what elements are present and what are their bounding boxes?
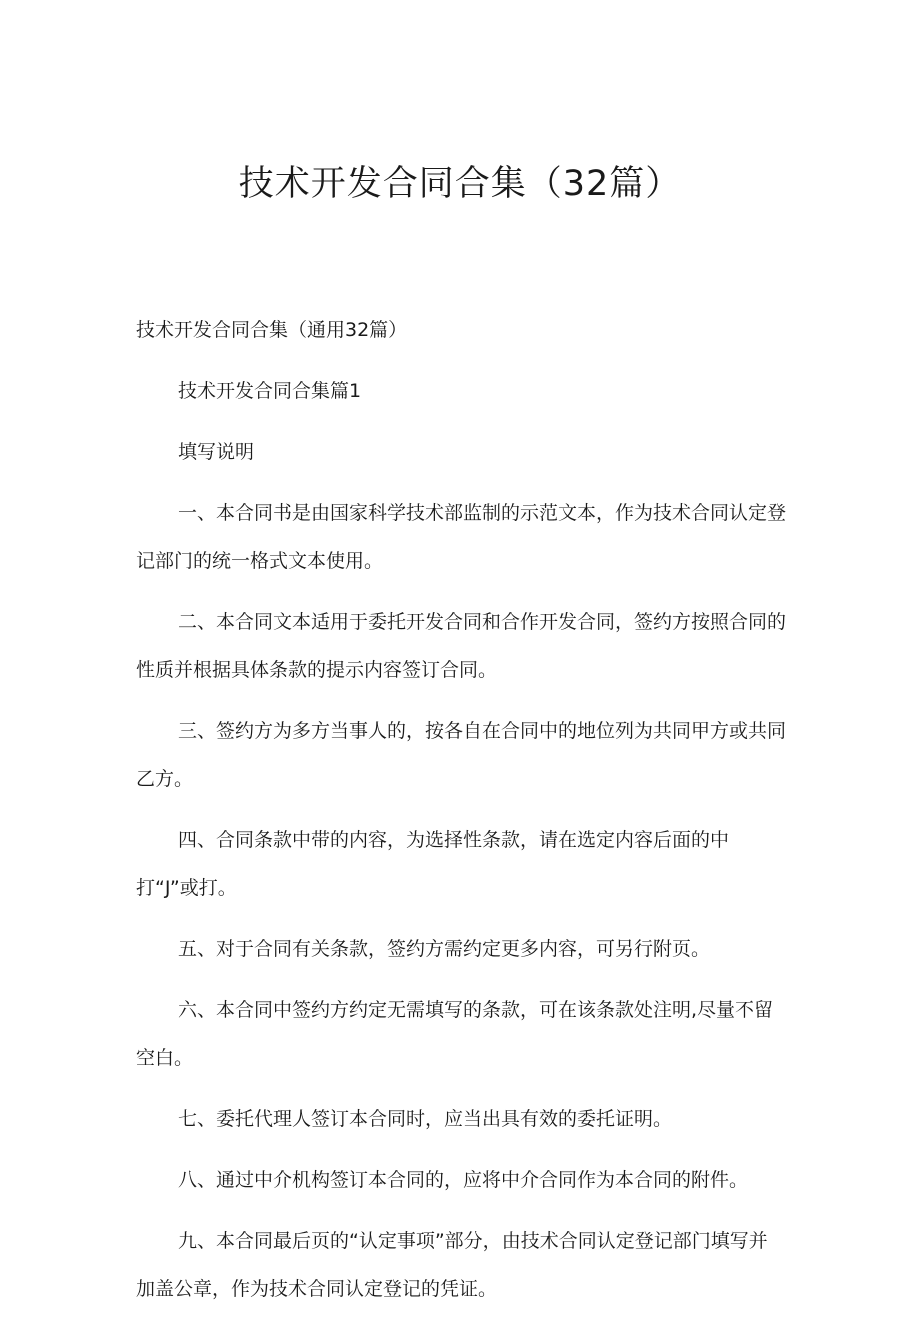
instruction-item: 二、本合同文本适用于委托开发合同和合作开发合同，签约方按照合同的性质并根据具体条款的提示内容签订合同。 xyxy=(136,611,787,681)
subtitle-paragraph: 技术开发合同合集（通用32篇） xyxy=(136,319,408,341)
instruction-item: 一、本合同书是由国家科学技术部监制的示范文本，作为技术合同认定登记部门的统一格式文本使用。 xyxy=(136,502,787,572)
instruction-item: 九、本合同最后页的“认定事项”部分，由技术合同认定登记部门填写并加盖公章，作为技术合同认定登记的凭证。 xyxy=(136,1230,768,1300)
instruction-item: 五、对于合同有关条款，签约方需约定更多内容，可另行附页。 xyxy=(178,938,711,960)
instruction-item: 八、通过中介机构签订本合同的，应将中介合同作为本合同的附件。 xyxy=(178,1169,749,1191)
document-title: 技术开发合同合集（32篇） xyxy=(238,164,682,204)
instruction-item: 六、本合同中签约方约定无需填写的条款，可在该条款处注明,尽量不留空白。 xyxy=(136,999,774,1069)
document-body xyxy=(136,306,786,1326)
instructions-heading: 填写说明 xyxy=(178,441,255,463)
instruction-item: 七、委托代理人签订本合同时，应当出具有效的委托证明。 xyxy=(178,1108,673,1130)
instruction-item: 四、合同条款中带的内容，为选择性条款，请在选定内容后面的中打“J”或打。 xyxy=(136,829,730,899)
section-heading: 技术开发合同合集篇1 xyxy=(178,380,362,402)
instruction-item: 三、签约方为多方当事人的，按各自在合同中的地位列为共同甲方或共同乙方。 xyxy=(136,720,787,790)
